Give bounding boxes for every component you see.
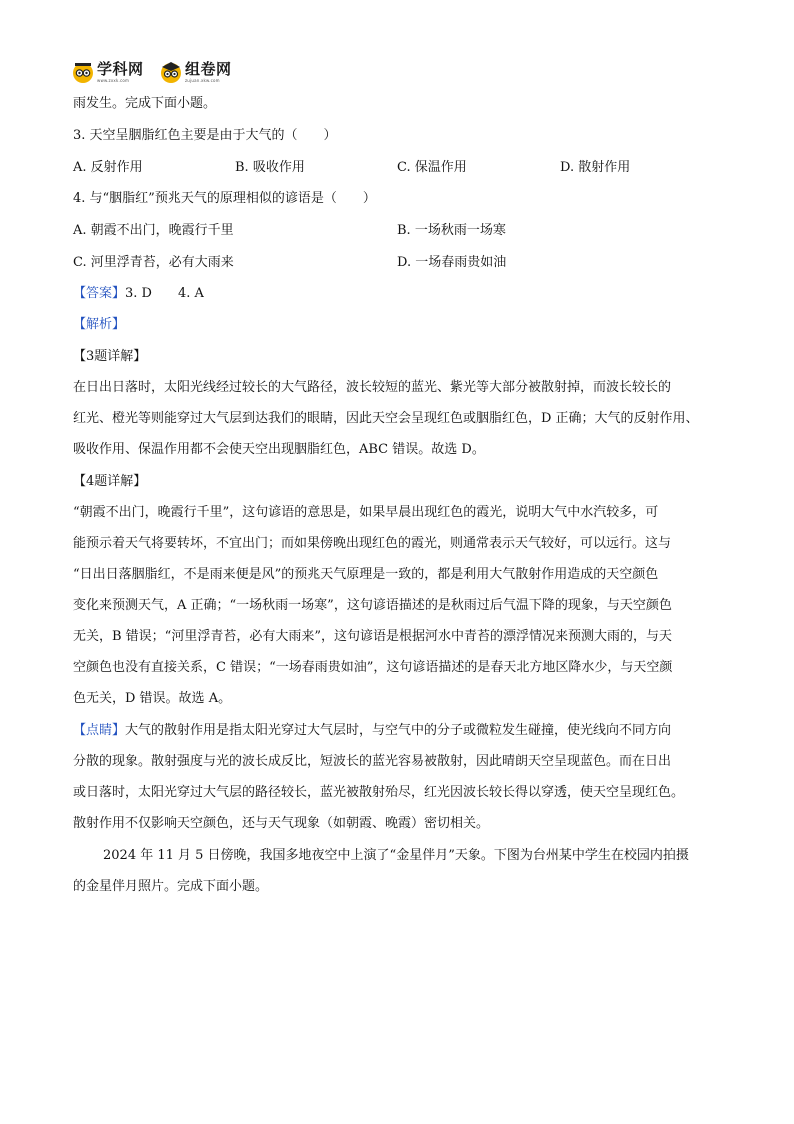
answer-tag: 【答案】: [73, 286, 126, 301]
next-intro-line: 的金星伴月照片。完成下面小题。: [73, 879, 269, 894]
q3-option-d: D. 散射作用: [560, 160, 631, 175]
zxxk-logo[interactable]: [72, 58, 144, 86]
detail-4-line: “朝霞不出门，晚霞行千里”，这句谚语的意思是，如果早晨出现红色的霞光，说明大气中水汽较多，可: [73, 505, 659, 520]
answer-line: [73, 285, 204, 303]
logo-url: zujuan.xkw.com: [185, 77, 220, 83]
detail-4-line: 变化来预测天气，A 正确；“一场秋雨一场寒”，这句谚语描述的是秋雨过后气温下降的现象，与天空颜色: [73, 598, 672, 613]
q3-option-c: C. 保温作用: [397, 160, 467, 175]
answer-text: 3. D 4. A: [125, 286, 204, 301]
detail-4-title: 【4题详解】: [73, 474, 147, 489]
tip-text: 大气的散射作用是指太阳光穿过大气层时，与空气中的分子或微粒发生碰撞，使光线向不同方向: [125, 723, 672, 738]
detail-3-line: 吸收作用、保温作用都不会使天空出现胭脂红色，ABC 错误。故选 D。: [73, 442, 485, 457]
detail-4-line: 无关，B 错误；“河里浮青苔，必有大雨来”，这句谚语是根据河水中青苔的漂浮情况来预测大雨的，与天: [73, 629, 672, 644]
tip-line: 散射作用不仅影响天空颜色，还与天气现象（如朝霞、晚霞）密切相关。: [73, 816, 490, 831]
owl-icon: [160, 61, 182, 83]
q3-option-a: A. 反射作用: [73, 160, 143, 175]
detail-4-line: 色无关，D 错误。故选 A。: [73, 691, 232, 706]
logo-name: 学科网: [97, 59, 144, 78]
detail-3-line: 在日出日落时，太阳光线经过较长的大气路径，波长较短的蓝光、紫光等大部分被散射掉，而波长较长的: [73, 380, 672, 395]
logo-name: 组卷网: [185, 59, 232, 78]
tip-line: 或日落时，太阳光穿过大气层的路径较长，蓝光被散射殆尽，红光因波长较长得以穿透，使天空呈现红色。: [73, 785, 685, 800]
q4-option-d: D. 一场春雨贵如油: [397, 255, 507, 270]
q4-option-a: A. 朝霞不出门，晚霞行千里: [73, 223, 234, 238]
q4-option-b: B. 一场秋雨一场寒: [397, 223, 506, 238]
question-3: 3. 天空呈胭脂红色主要是由于大气的（ ）: [73, 128, 337, 143]
detail-3-line: 红光、橙光等则能穿过大气层到达我们的眼睛，因此天空会呈现红色或胭脂红色，D 正确；大气的反射作用、: [73, 411, 699, 426]
detail-4-line: “日出日落胭脂红，不是雨来便是风”的预兆天气原理是一致的，都是利用大气散射作用造成的天空颜色: [73, 567, 659, 582]
tip-tag: 【点睛】: [73, 723, 126, 738]
next-intro-line: 2024 年 11 月 5 日傍晚，我国多地夜空中上演了“金星伴月”天象。下图为台州某中学生在校园内拍摄: [103, 848, 689, 863]
detail-4-line: 空颜色也没有直接关系，C 错误；“一场春雨贵如油”，这句谚语描述的是春天北方地区降水少，与天空颜: [73, 660, 673, 675]
tip-line: 分散的现象。散射强度与光的波长成反比，短波长的蓝光容易被散射，因此晴朗天空呈现蓝色。而在日出: [73, 754, 672, 769]
detail-3-title: 【3题详解】: [73, 349, 147, 364]
q3-option-b: B. 吸收作用: [235, 160, 305, 175]
owl-icon: [72, 61, 94, 83]
analysis-tag: 【解析】: [73, 317, 126, 332]
tip-line: [73, 722, 671, 740]
detail-4-line: 能预示着天气将要转坏，不宜出门；而如果傍晚出现红色的霞光，则通常表示天气较好，可以远行。这与: [73, 536, 672, 551]
logo-url: www.zxxk.com: [97, 77, 130, 83]
q4-option-c: C. 河里浮青苔，必有大雨来: [73, 255, 234, 270]
zujuan-logo[interactable]: [160, 58, 232, 86]
question-4: 4. 与“胭脂红”预兆天气的原理相似的谚语是（ ）: [73, 191, 376, 206]
intro-line: 雨发生。完成下面小题。: [73, 96, 217, 111]
